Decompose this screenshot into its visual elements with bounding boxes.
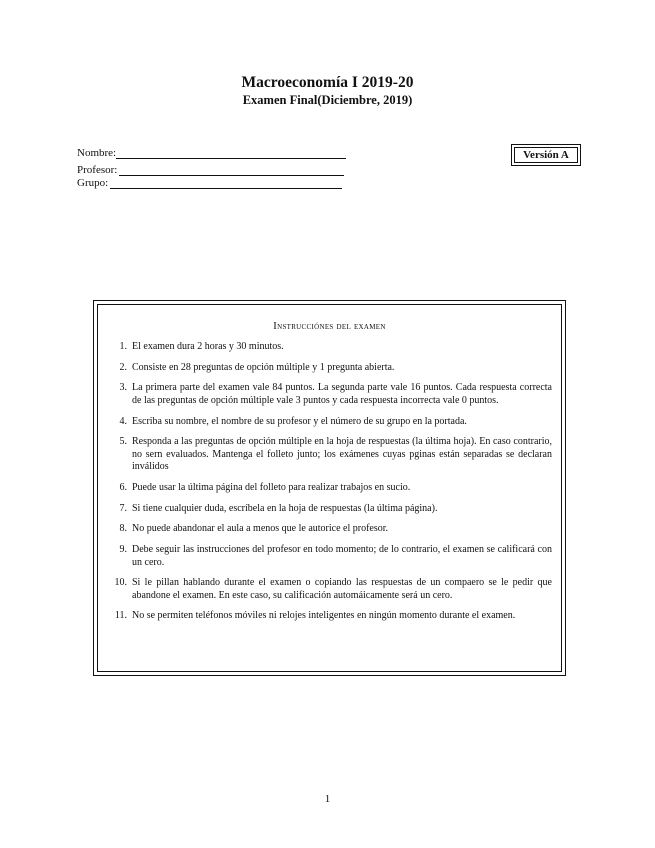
instruction-item <box>110 436 552 474</box>
instruction-number: 9. <box>119 544 127 555</box>
grupo-field <box>77 176 342 189</box>
instruction-item <box>110 382 552 407</box>
version-box <box>511 144 581 166</box>
instruction-number: 5. <box>119 436 127 448</box>
profesor-field <box>77 163 344 176</box>
instruction-number: 11. <box>114 610 127 622</box>
instruction-item <box>110 362 552 375</box>
instruction-item <box>110 577 552 602</box>
instruction-number: 4. <box>119 415 127 427</box>
instruction-item <box>110 523 552 536</box>
instruction-number: 6. <box>119 481 127 493</box>
instruction-item <box>110 482 552 495</box>
profesor-label: Profesor: <box>77 164 118 176</box>
instruction-text: Debe seguir las instrucciones del profesor en todo momento; de lo contrario, el examen se calificará con un cero. <box>132 544 552 568</box>
instruction-number: 2. <box>119 361 127 373</box>
exam-title: Macroeconomía I 2019-20 <box>241 74 414 91</box>
profesor-line[interactable] <box>119 165 344 176</box>
instruction-number: 1. <box>119 341 127 352</box>
instruction-text: No se permiten teléfonos móviles ni relojes inteligentes en ningún momento durante el examen. <box>132 610 516 622</box>
grupo-label: Grupo: <box>77 177 109 189</box>
instruction-text: Puede usar la última página del folleto para realizar trabajos en sucio. <box>132 481 411 493</box>
grupo-line[interactable] <box>110 178 342 189</box>
instructions-inner-frame <box>97 304 562 672</box>
instruction-text: Responda a las preguntas de opción múltiple en la hoja de respuestas (la última hoja). En caso contrario, no sern evaluados. Mantenga el folleto junto; los exámenes cuyas pginas están separadas se declaran inválidos <box>132 436 552 473</box>
version-label: Versión A <box>514 147 578 163</box>
instruction-number: 8. <box>119 523 127 535</box>
instruction-text: El examen dura 2 horas y 30 minutos. <box>132 341 284 352</box>
instruction-text: No puede abandonar el aula a menos que le autorice el profesor. <box>132 523 389 535</box>
nombre-field <box>77 146 346 159</box>
instructions-box <box>93 300 566 676</box>
instruction-text: Escriba su nombre, el nombre de su profesor y el número de su grupo en la portada. <box>132 415 467 427</box>
instruction-text: Si tiene cualquier duda, escríbela en la hoja de respuestas (la última página). <box>132 502 438 514</box>
instruction-item <box>110 341 552 354</box>
instructions-list <box>110 341 552 631</box>
page-number: 1 <box>324 793 331 805</box>
nombre-line[interactable] <box>116 148 346 159</box>
exam-subtitle: Examen Final(Diciembre, 2019) <box>242 93 413 107</box>
nombre-label: Nombre: <box>77 147 117 159</box>
instruction-item <box>110 416 552 429</box>
instructions-heading: Instrucciónes del examen <box>273 321 386 332</box>
instruction-text: Si le pillan hablando durante el examen o copiando las respuestas de un compaero se le pedir que abandone el examen. En este caso, su calificación automáicamente será un cero. <box>132 577 552 601</box>
instruction-number: 10. <box>114 577 127 589</box>
instruction-text: La primera parte del examen vale 84 puntos. La segunda parte vale 16 puntos. Cada respuesta correcta de las preguntas de opción múltiple vale 3 puntos y cada respuesta incorrecta vale 0 puntos. <box>132 382 552 406</box>
instruction-item <box>110 610 552 623</box>
instruction-item <box>110 503 552 516</box>
instruction-number: 7. <box>119 502 127 514</box>
instruction-item <box>110 544 552 569</box>
instruction-text: Consiste en 28 preguntas de opción múltiple y 1 pregunta abierta. <box>132 361 395 373</box>
instruction-number: 3. <box>119 382 127 394</box>
